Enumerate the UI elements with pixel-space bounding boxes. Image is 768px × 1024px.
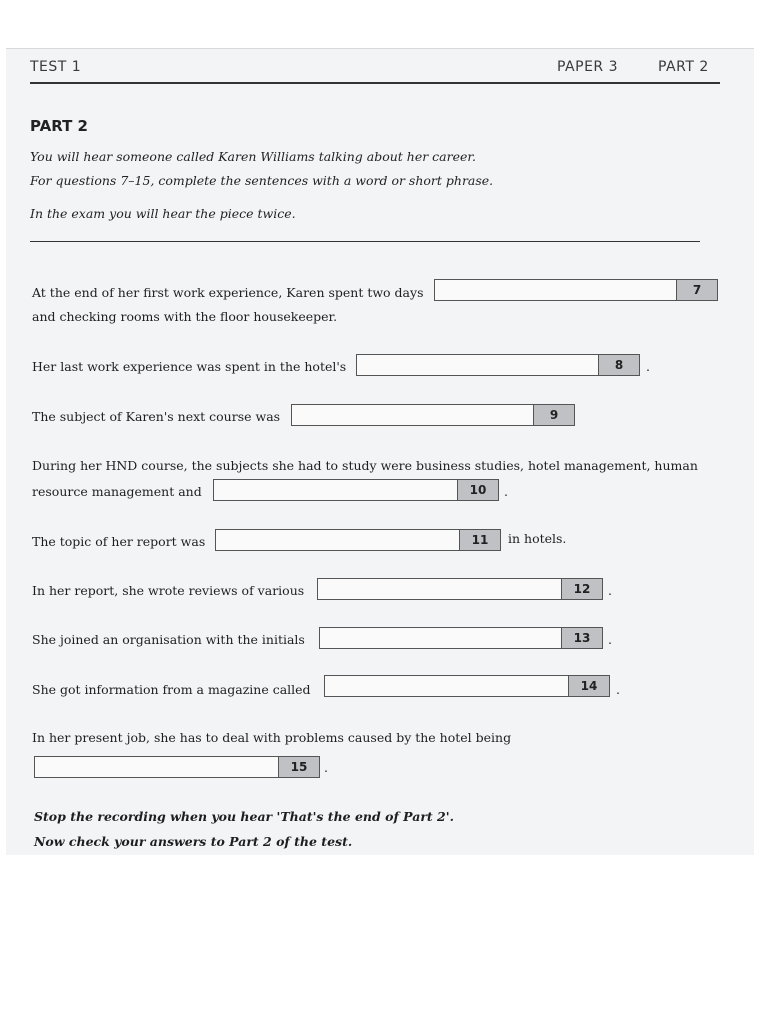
paper-label: PAPER 3 (557, 59, 618, 75)
answer-box-15[interactable] (34, 756, 320, 778)
intro-divider (30, 241, 700, 242)
question-10-text: During her HND course, the subjects she had to study were business studies, hotel management, human (32, 458, 698, 473)
exam-page (6, 48, 754, 855)
question-15-end: . (324, 760, 328, 775)
question-10-text-cont: resource management and (32, 484, 202, 499)
question-12-text: In her report, she wrote reviews of various (32, 583, 305, 598)
question-8-text: Her last work experience was spent in the hotel's (32, 359, 347, 374)
question-14-text: She got information from a magazine called (32, 682, 311, 697)
part-label: PART 2 (658, 59, 709, 75)
part-title: PART 2 (30, 117, 88, 135)
answer-box-10[interactable] (213, 479, 499, 501)
intro-line-3: In the exam you will hear the piece twice. (30, 206, 296, 221)
question-11-text: The topic of her report was (32, 534, 206, 549)
question-13-text: She joined an organisation with the initials (32, 632, 305, 647)
check-instruction: Now check your answers to Part 2 of the test. (34, 834, 353, 849)
question-12-end: . (608, 583, 612, 598)
question-number-7: 7 (676, 280, 717, 300)
header-rule (30, 82, 720, 84)
answer-box-12[interactable] (317, 578, 603, 600)
question-number-12: 12 (561, 579, 602, 599)
answer-box-11[interactable] (215, 529, 501, 551)
question-7-text-cont: and checking rooms with the floor housekeeper. (32, 309, 338, 324)
question-number-14: 14 (568, 676, 609, 696)
question-number-8: 8 (598, 355, 639, 375)
question-number-9: 9 (533, 405, 574, 425)
question-7-text: At the end of her first work experience, Karen spent two days (32, 285, 424, 300)
answer-box-9[interactable] (291, 404, 575, 426)
question-10-end: . (504, 484, 508, 499)
stop-instruction: Stop the recording when you hear 'That's the end of Part 2'. (34, 809, 454, 824)
test-label: TEST 1 (30, 59, 82, 75)
answer-box-8[interactable] (356, 354, 640, 376)
question-8-end: . (646, 359, 650, 374)
intro-line-2: For questions 7–15, complete the sentences with a word or short phrase. (30, 173, 494, 188)
question-number-15: 15 (278, 757, 319, 777)
question-number-11: 11 (459, 530, 500, 550)
answer-box-13[interactable] (319, 627, 603, 649)
answer-box-7[interactable] (434, 279, 718, 301)
answer-box-14[interactable] (324, 675, 610, 697)
question-9-text: The subject of Karen's next course was (32, 409, 281, 424)
intro-line-1: You will hear someone called Karen Williams talking about her career. (30, 149, 476, 164)
question-13-end: . (608, 632, 612, 647)
question-11-end: in hotels. (508, 531, 567, 546)
question-14-end: . (616, 682, 620, 697)
question-number-13: 13 (561, 628, 602, 648)
question-number-10: 10 (457, 480, 498, 500)
question-15-text: In her present job, she has to deal with problems caused by the hotel being (32, 730, 512, 745)
